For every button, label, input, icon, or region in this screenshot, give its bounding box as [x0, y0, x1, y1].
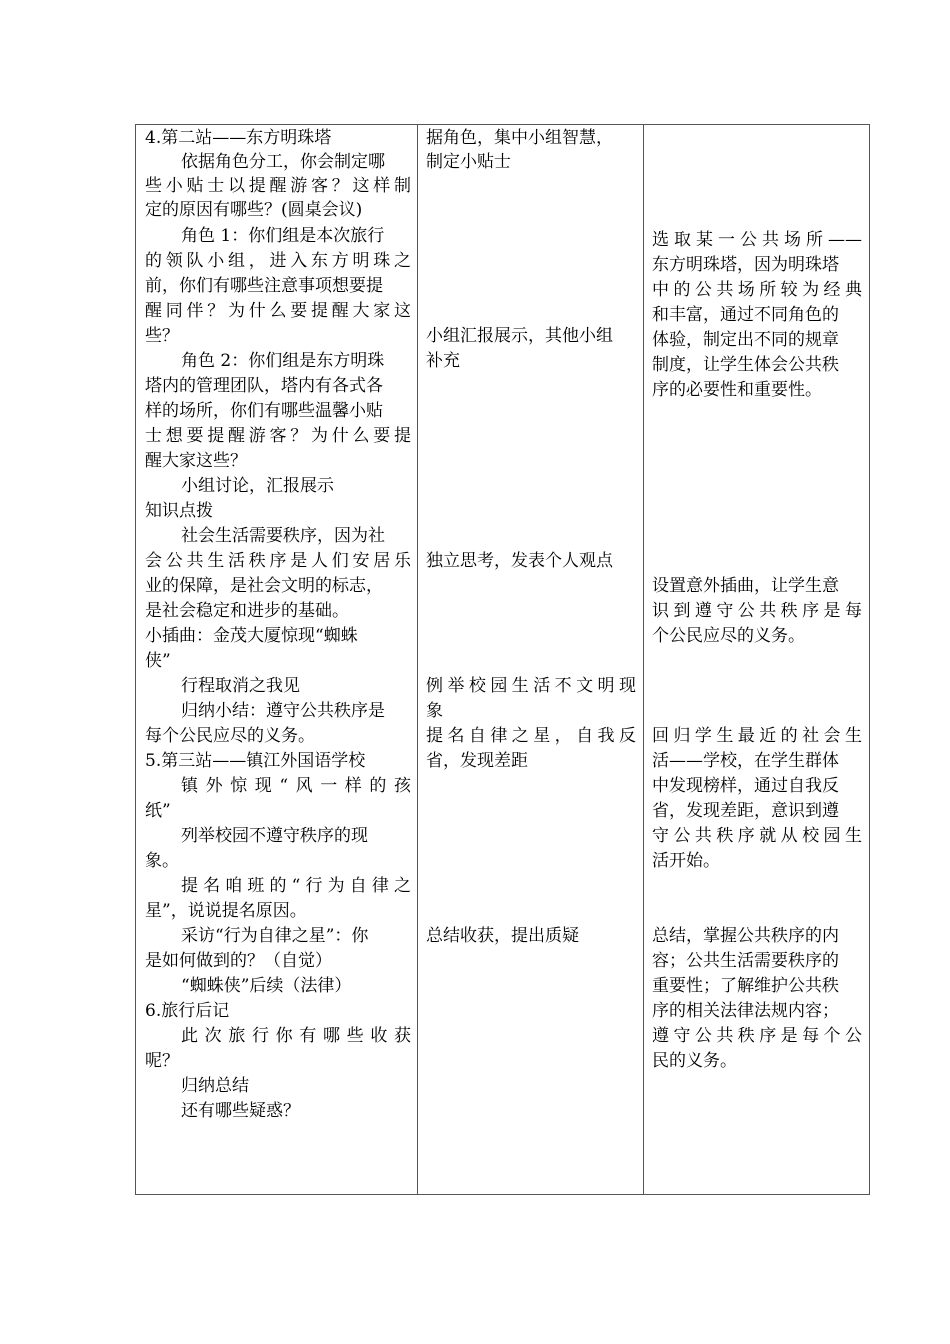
col1-line: 行程取消之我见 [181, 676, 300, 696]
design-intent-column [652, 125, 862, 1194]
col3-line: 回归学生最近的社会生 [652, 726, 862, 746]
col1-line: 士想要提醒游客？为什么要提 [145, 426, 411, 446]
col1-line: 小插曲：金茂大厦惊现“蜘蛛 [145, 626, 358, 646]
col1-line: 知识点拨 [145, 501, 213, 521]
col1-line: 醒大家这些？ [145, 451, 247, 471]
col2-line: 独立思考，发表个人观点 [426, 551, 613, 571]
col3-line: 和丰富，通过不同角色的 [652, 305, 839, 325]
col1-line: 小组讨论，汇报展示 [181, 476, 334, 496]
col1-line: 角色 1：你们组是本次旅行 [181, 226, 385, 246]
col3-line: 制度，让学生体会公共秩 [652, 355, 839, 375]
col2-line: 总结收获，提出质疑 [426, 926, 579, 946]
col1-line: “蜘蛛侠”后续（法律） [181, 976, 352, 996]
col1-line: 呢？ [145, 1051, 179, 1071]
col3-line: 总结，掌握公共秩序的内 [652, 926, 839, 946]
col3-line: 容；公共生活需要秩序的 [652, 951, 839, 971]
col3-line: 序的必要性和重要性。 [652, 380, 822, 400]
col1-line: 每个公民应尽的义务。 [145, 726, 315, 746]
col2-line: 省，发现差距 [426, 751, 528, 771]
col3-line: 民的义务。 [652, 1051, 737, 1071]
col2-line: 制定小贴士 [426, 152, 511, 172]
col2-line: 小组汇报展示，其他小组 [426, 326, 613, 346]
col1-line: 的领队小组，进入东方明珠之 [145, 251, 411, 271]
col2-line: 提名自律之星，自我反 [426, 726, 636, 746]
col3-line: 活开始。 [652, 851, 720, 871]
col1-line: 归纳小结：遵守公共秩序是 [181, 701, 385, 721]
lesson-plan-table [135, 124, 870, 1195]
col1-line: 业的保障，是社会文明的标志， [145, 576, 383, 596]
column-divider-1 [417, 125, 418, 1194]
col1-line: 前，你们有哪些注意事项想要提 [145, 276, 383, 296]
col1-line: 此次旅行你有哪些收获 [181, 1026, 411, 1046]
col1-line: 提名咱班的“行为自律之 [181, 876, 411, 896]
col1-line: 列举校园不遵守秩序的现 [181, 826, 368, 846]
col1-line: 5.第三站——镇江外国语学校 [145, 751, 366, 771]
col3-line: 守公共秩序就从校园生 [652, 826, 862, 846]
col1-line: 镇外惊现“风一样的孩 [181, 776, 411, 796]
col1-line: 会公共生活秩序是人们安居乐 [145, 551, 411, 571]
col1-line: 还有哪些疑惑？ [181, 1101, 300, 1121]
col1-line: 4.第二站——东方明珠塔 [145, 128, 332, 148]
col3-line: 东方明珠塔，因为明珠塔 [652, 255, 839, 275]
col3-line: 识到遵守公共秩序是每 [652, 601, 862, 621]
col1-line: 采访“行为自律之星”：你 [181, 926, 369, 946]
col3-line: 体验，制定出不同的规章 [652, 330, 839, 350]
col3-line: 中的公共场所较为经典 [652, 280, 862, 300]
col1-line: 6.旅行后记 [145, 1001, 230, 1021]
teacher-activity-column [145, 125, 411, 1194]
col1-line: 是如何做到的？（自觉） [145, 951, 332, 971]
col1-line: 归纳总结 [181, 1076, 249, 1096]
col3-line: 遵守公共秩序是每个公 [652, 1026, 862, 1046]
col1-line: 星”，说说提名原因。 [145, 901, 307, 921]
col1-line: 象。 [145, 851, 179, 871]
col1-line: 纸” [145, 801, 171, 821]
col3-line: 序的相关法律法规内容； [652, 1001, 839, 1021]
col2-line: 象 [426, 701, 443, 721]
col3-line: 省，发现差距，意识到遵 [652, 801, 839, 821]
col3-line: 活——学校，在学生群体 [652, 751, 839, 771]
col1-line: 侠” [145, 651, 171, 671]
col2-line: 据角色，集中小组智慧， [426, 128, 613, 148]
col1-line: 些小贴士以提醒游客？这样制 [145, 176, 411, 196]
col2-line: 补充 [426, 351, 460, 371]
col1-line: 角色 2：你们组是东方明珠 [181, 351, 385, 371]
col3-line: 选取某一公共场所—— [652, 230, 862, 250]
col1-line: 定的原因有哪些？(圆桌会议) [145, 200, 363, 220]
col3-line: 个公民应尽的义务。 [652, 626, 805, 646]
col3-line: 中发现榜样，通过自我反 [652, 776, 839, 796]
col3-line: 重要性；了解维护公共秩 [652, 976, 839, 996]
col1-line: 塔内的管理团队，塔内有各式各 [145, 376, 383, 396]
col1-line: 样的场所，你们有哪些温馨小贴 [145, 401, 383, 421]
col1-line: 是社会稳定和进步的基础。 [145, 601, 349, 621]
col2-line: 例举校园生活不文明现 [426, 676, 636, 696]
col1-line: 社会生活需要秩序，因为社 [181, 526, 385, 546]
col1-line: 醒同伴？为什么要提醒大家这 [145, 301, 411, 321]
col1-line: 依据角色分工，你会制定哪 [181, 152, 385, 172]
col1-line: 些？ [145, 326, 179, 346]
column-divider-2 [643, 125, 644, 1194]
student-activity-column [426, 125, 636, 1194]
col3-line: 设置意外插曲，让学生意 [652, 576, 839, 596]
